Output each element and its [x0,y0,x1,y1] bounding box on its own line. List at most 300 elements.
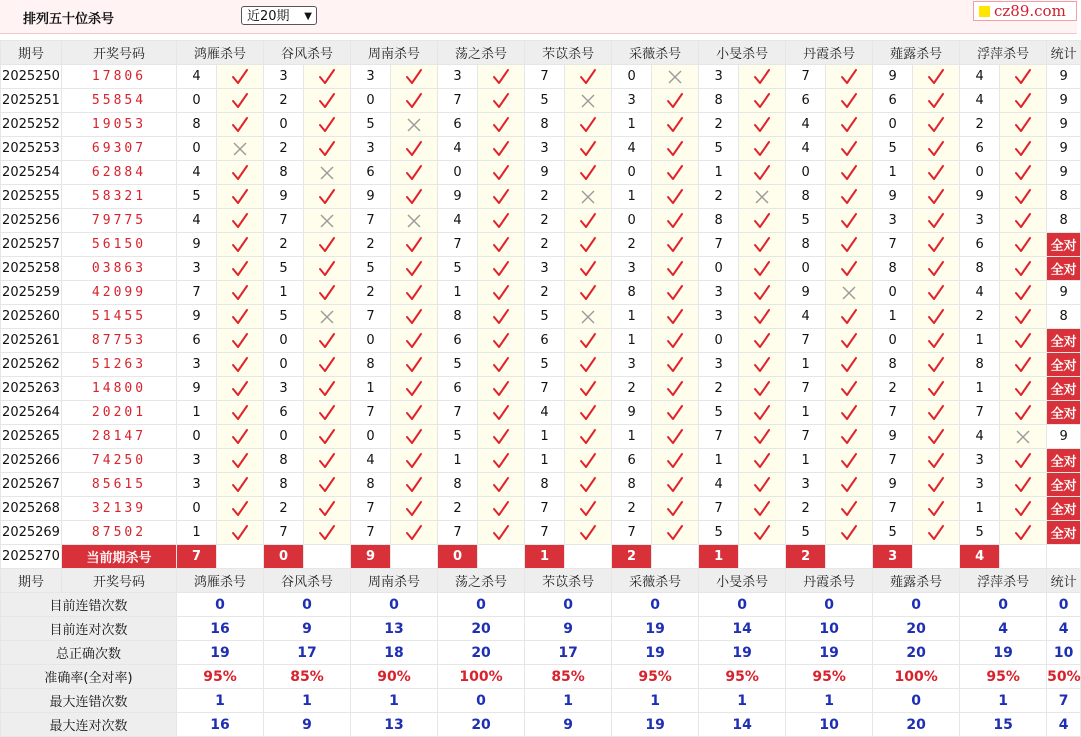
check-icon [753,164,771,182]
check-icon [840,116,858,134]
kill-number-cell: 2 [351,281,391,305]
col-header-expert: 荡之杀号 [438,41,525,65]
result-mark-cell [391,257,438,281]
check-icon [405,356,423,374]
check-icon [492,356,510,374]
current-kill-blank [391,545,438,569]
result-mark-cell [391,233,438,257]
check-icon [231,452,249,470]
check-icon [405,284,423,302]
check-icon [927,212,945,230]
result-mark-cell [826,401,873,425]
kill-number-cell: 7 [873,401,913,425]
kill-number-cell: 3 [873,209,913,233]
result-mark-cell [739,449,786,473]
result-mark-cell [1000,425,1047,449]
result-mark-cell [913,353,960,377]
result-mark-cell [826,209,873,233]
range-select[interactable] [241,6,317,25]
result-mark-cell [913,401,960,425]
check-icon [318,68,336,86]
kill-number-cell: 7 [786,329,826,353]
check-icon [579,428,597,446]
check-icon [231,428,249,446]
cross-icon [319,309,335,325]
check-icon [579,260,597,278]
summary-value: 4 [1047,713,1081,737]
check-icon [318,404,336,422]
kill-number-cell: 0 [873,281,913,305]
check-icon [927,188,945,206]
result-mark-cell [565,425,612,449]
col-header-period: 期号 [1,569,62,593]
result-mark-cell [304,521,351,545]
col-header-draw: 开奖号码 [62,569,177,593]
kill-number-cell: 1 [873,305,913,329]
kill-number-cell: 7 [438,233,478,257]
check-icon [666,380,684,398]
check-icon [492,92,510,110]
check-icon [927,332,945,350]
summary-value: 95% [960,665,1047,689]
kill-number-cell: 6 [438,113,478,137]
kill-number-cell: 7 [351,209,391,233]
result-mark-cell [565,281,612,305]
summary-value: 85% [525,665,612,689]
result-mark-cell [565,377,612,401]
result-mark-cell [913,65,960,89]
summary-label: 目前连对次数 [1,617,177,641]
kill-number-cell: 9 [873,185,913,209]
draw-number-cell: 51455 [62,305,177,329]
kill-number-cell: 2 [612,377,652,401]
cross-icon [580,309,596,325]
check-icon [405,332,423,350]
result-mark-cell [217,137,264,161]
kill-number-cell: 3 [264,377,304,401]
kill-number-cell: 0 [699,329,739,353]
check-icon [666,188,684,206]
kill-number-cell: 8 [264,161,304,185]
result-mark-cell [826,497,873,521]
check-icon [492,476,510,494]
check-icon [318,356,336,374]
kill-number-cell: 8 [525,473,565,497]
check-icon [405,68,423,86]
kill-number-cell: 1 [525,449,565,473]
result-mark-cell [739,281,786,305]
col-header-expert: 丹霞杀号 [786,569,873,593]
site-logo[interactable] [973,1,1077,21]
result-mark-cell [478,65,525,89]
result-mark-cell [739,233,786,257]
check-icon [405,308,423,326]
result-mark-cell [1000,329,1047,353]
kill-number-cell: 2 [699,377,739,401]
kill-number-cell: 5 [351,257,391,281]
cross-icon [319,213,335,229]
summary-value: 19 [177,641,264,665]
result-mark-cell [217,521,264,545]
check-icon [666,260,684,278]
current-kill-blank [652,545,699,569]
check-icon [405,140,423,158]
result-mark-cell [304,257,351,281]
kill-number-cell: 7 [699,425,739,449]
check-icon [927,308,945,326]
check-icon [840,92,858,110]
check-icon [666,116,684,134]
result-mark-cell [304,497,351,521]
period-cell: 2025259 [1,281,62,305]
check-icon [753,284,771,302]
table-row [1,89,1081,113]
summary-value: 20 [438,641,525,665]
draw-number-cell: 56150 [62,233,177,257]
summary-value: 1 [612,689,699,713]
draw-number-cell: 69307 [62,137,177,161]
table-row [1,449,1081,473]
result-mark-cell [478,449,525,473]
kill-number-cell: 6 [438,329,478,353]
stat-cell: 9 [1047,65,1081,89]
summary-value: 15 [960,713,1047,737]
check-icon [840,476,858,494]
period-cell: 2025254 [1,161,62,185]
cross-icon [841,285,857,301]
kill-number-cell: 2 [786,497,826,521]
kill-number-cell: 0 [612,161,652,185]
result-mark-cell [826,233,873,257]
result-mark-cell [565,473,612,497]
col-header-expert: 周南杀号 [351,41,438,65]
check-icon [666,236,684,254]
check-icon [753,452,771,470]
check-icon [318,500,336,518]
result-mark-cell [652,305,699,329]
result-mark-cell [913,89,960,113]
check-icon [753,356,771,374]
check-icon [579,236,597,254]
result-mark-cell [913,113,960,137]
summary-label: 总正确次数 [1,641,177,665]
current-period-cell: 2025270 [1,545,62,569]
table-row [1,161,1081,185]
result-mark-cell [217,161,264,185]
result-mark-cell [391,521,438,545]
kill-number-cell: 8 [264,473,304,497]
summary-row [1,617,1081,641]
check-icon [840,356,858,374]
cross-icon [580,189,596,205]
summary-value: 90% [351,665,438,689]
table-row [1,209,1081,233]
result-mark-cell [304,353,351,377]
kill-number-cell: 4 [960,281,1000,305]
check-icon [1014,380,1032,398]
kill-number-cell: 3 [438,65,478,89]
table-row [1,377,1081,401]
kill-number-cell: 5 [438,425,478,449]
kill-number-cell: 9 [177,305,217,329]
result-mark-cell [565,233,612,257]
result-mark-cell [304,89,351,113]
result-mark-cell [478,521,525,545]
kill-number-cell: 5 [873,137,913,161]
check-icon [840,212,858,230]
result-mark-cell [565,257,612,281]
check-icon [753,116,771,134]
check-icon [492,332,510,350]
result-mark-cell [391,89,438,113]
result-mark-cell [217,425,264,449]
check-icon [666,428,684,446]
check-icon [927,236,945,254]
kill-number-cell: 4 [786,113,826,137]
check-icon [579,332,597,350]
summary-value: 1 [699,689,786,713]
col-header-expert: 谷风杀号 [264,41,351,65]
kill-number-cell: 2 [960,113,1000,137]
kill-number-cell: 0 [264,425,304,449]
result-mark-cell [217,281,264,305]
col-header-expert: 谷风杀号 [264,569,351,593]
summary-row [1,689,1081,713]
result-mark-cell [391,137,438,161]
result-mark-cell [652,161,699,185]
summary-header-row [1,569,1081,593]
kill-number-cell: 9 [786,281,826,305]
table-row [1,281,1081,305]
table-row [1,113,1081,137]
summary-value: 14 [699,713,786,737]
kill-number-cell: 5 [525,353,565,377]
result-mark-cell [739,497,786,521]
check-icon [231,332,249,350]
result-mark-cell [565,113,612,137]
check-icon [753,380,771,398]
check-icon [666,212,684,230]
kill-number-cell: 3 [699,65,739,89]
check-icon [1014,68,1032,86]
summary-value: 17 [525,641,612,665]
check-icon [231,260,249,278]
kill-number-cell: 0 [786,257,826,281]
kill-number-cell: 2 [351,233,391,257]
summary-value: 20 [438,617,525,641]
result-mark-cell [565,185,612,209]
check-icon [492,380,510,398]
check-icon [666,524,684,542]
kill-number-cell: 3 [351,65,391,89]
result-mark-cell [478,305,525,329]
check-icon [840,332,858,350]
check-icon [579,380,597,398]
result-mark-cell [217,89,264,113]
check-icon [840,500,858,518]
kill-number-cell: 0 [264,329,304,353]
summary-value: 18 [351,641,438,665]
summary-value: 1 [351,689,438,713]
result-mark-cell [217,497,264,521]
summary-value: 0 [786,593,873,617]
result-mark-cell [826,65,873,89]
kill-number-cell: 7 [264,521,304,545]
table-row [1,137,1081,161]
result-mark-cell [826,425,873,449]
check-icon [318,524,336,542]
check-icon [579,356,597,374]
result-mark-cell [304,161,351,185]
stat-cell: 8 [1047,185,1081,209]
result-mark-cell [478,161,525,185]
result-mark-cell [826,329,873,353]
result-mark-cell [652,209,699,233]
result-mark-cell [652,353,699,377]
stat-cell: 8 [1047,305,1081,329]
kill-number-cell: 8 [960,257,1000,281]
check-icon [753,404,771,422]
result-mark-cell [913,281,960,305]
check-icon [579,476,597,494]
table-row [1,329,1081,353]
summary-value: 0 [612,593,699,617]
result-mark-cell [826,449,873,473]
kill-number-cell: 6 [264,401,304,425]
kill-number-cell: 0 [873,329,913,353]
check-icon [666,452,684,470]
result-mark-cell [304,377,351,401]
kill-number-cell: 3 [699,353,739,377]
kill-number-cell: 1 [786,449,826,473]
kill-number-cell: 8 [177,113,217,137]
check-icon [405,500,423,518]
kill-number-cell: 6 [351,161,391,185]
result-mark-cell [304,329,351,353]
draw-number-cell: 51263 [62,353,177,377]
result-mark-cell [1000,449,1047,473]
stat-cell: 9 [1047,113,1081,137]
kill-number-cell: 4 [177,161,217,185]
result-mark-cell [1000,305,1047,329]
kill-number-cell: 7 [786,425,826,449]
kill-number-cell: 3 [960,473,1000,497]
table-row [1,425,1081,449]
kill-number-cell: 0 [177,425,217,449]
check-icon [927,404,945,422]
check-icon [1014,500,1032,518]
check-icon [579,68,597,86]
kill-number-cell: 1 [177,401,217,425]
table-row [1,353,1081,377]
result-mark-cell [217,329,264,353]
kill-number-cell: 5 [438,353,478,377]
summary-value: 19 [612,641,699,665]
kill-number-cell: 3 [786,473,826,497]
result-mark-cell [304,209,351,233]
check-icon [318,188,336,206]
kill-number-cell: 0 [264,353,304,377]
kill-number-cell: 2 [525,185,565,209]
current-stat-blank [1047,545,1081,569]
kill-number-cell: 2 [264,137,304,161]
stat-cell: 全对 [1047,257,1081,281]
draw-number-cell: 85615 [62,473,177,497]
period-cell: 2025264 [1,401,62,425]
check-icon [666,332,684,350]
check-icon [579,404,597,422]
result-mark-cell [217,377,264,401]
check-icon [927,380,945,398]
draw-number-cell: 87753 [62,329,177,353]
draw-number-cell: 32139 [62,497,177,521]
kill-number-cell: 0 [177,137,217,161]
current-kill-number: 9 [351,545,391,569]
result-mark-cell [391,425,438,449]
cross-icon [667,69,683,85]
col-header-expert: 浮萍杀号 [960,569,1047,593]
summary-value: 0 [873,689,960,713]
kill-number-cell: 7 [699,497,739,521]
check-icon [318,92,336,110]
check-icon [231,188,249,206]
result-mark-cell [304,401,351,425]
draw-number-cell: 19053 [62,113,177,137]
top-bar [0,0,1077,34]
result-mark-cell [478,497,525,521]
kill-number-cell: 3 [960,449,1000,473]
table-row [1,65,1081,89]
result-mark-cell [739,89,786,113]
kill-number-cell: 3 [177,353,217,377]
kill-number-cell: 0 [960,161,1000,185]
result-mark-cell [913,497,960,521]
check-icon [927,452,945,470]
result-mark-cell [478,473,525,497]
check-icon [492,500,510,518]
result-mark-cell [913,185,960,209]
kill-number-cell: 5 [786,209,826,233]
result-mark-cell [391,377,438,401]
draw-number-cell: 14800 [62,377,177,401]
period-cell: 2025265 [1,425,62,449]
check-icon [405,188,423,206]
kill-number-cell: 0 [786,161,826,185]
check-icon [840,260,858,278]
kill-number-cell: 5 [351,113,391,137]
check-icon [579,164,597,182]
result-mark-cell [1000,233,1047,257]
kill-number-cell: 2 [612,233,652,257]
result-mark-cell [391,473,438,497]
check-icon [753,500,771,518]
stat-cell: 全对 [1047,473,1081,497]
summary-label: 最大连对次数 [1,713,177,737]
kill-number-cell: 2 [438,497,478,521]
kill-number-cell: 7 [438,89,478,113]
result-mark-cell [565,329,612,353]
kill-number-cell: 5 [960,521,1000,545]
kill-number-cell: 7 [264,209,304,233]
current-kill-blank [217,545,264,569]
check-icon [927,140,945,158]
result-mark-cell [304,449,351,473]
result-mark-cell [391,329,438,353]
summary-value: 1 [264,689,351,713]
summary-value: 19 [699,641,786,665]
check-icon [840,452,858,470]
summary-value: 16 [177,617,264,641]
